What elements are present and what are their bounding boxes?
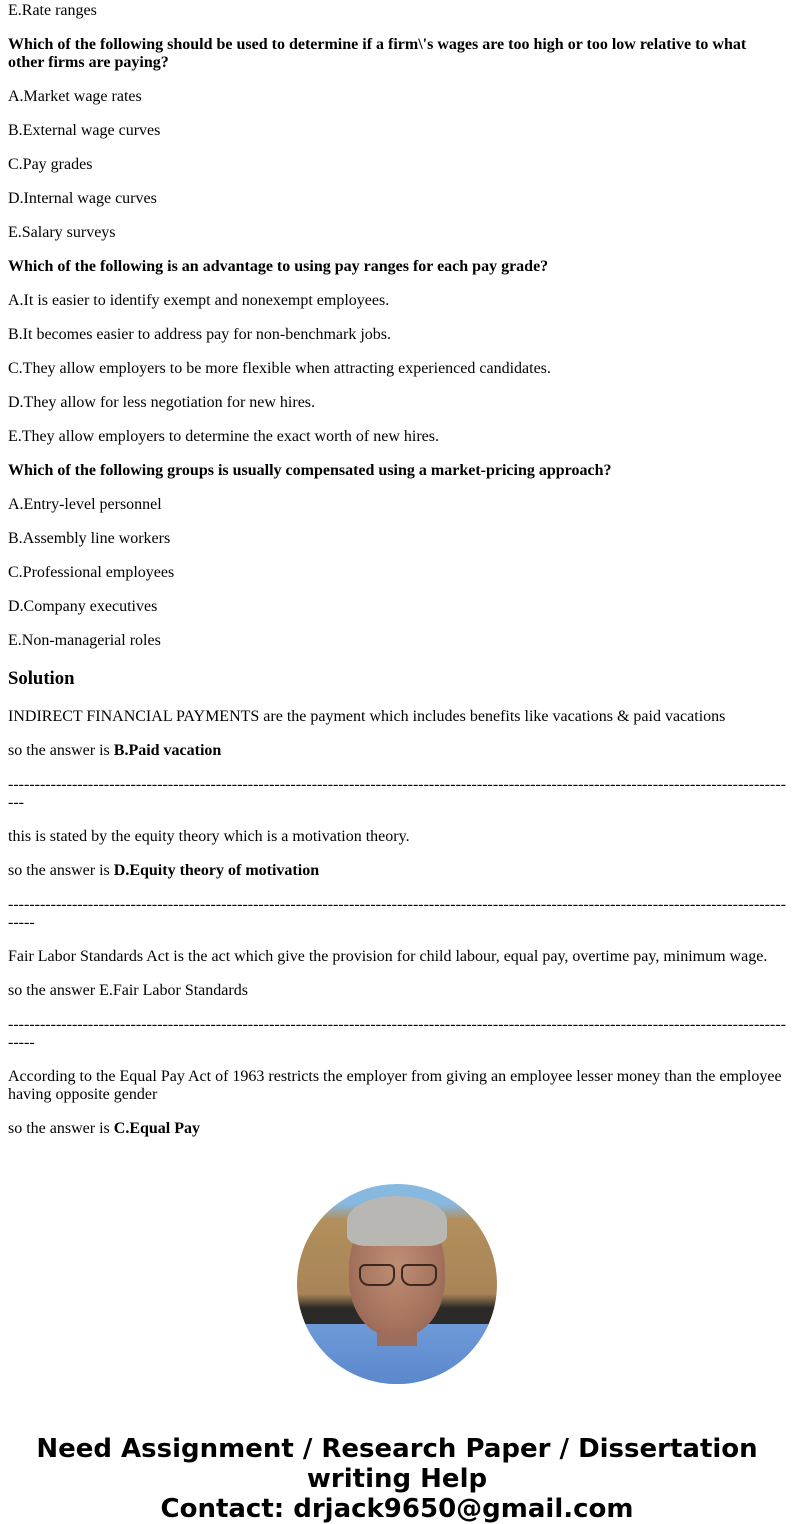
lens-right: [401, 1264, 437, 1286]
contact-email: Contact: drjack9650@gmail.com: [160, 1494, 634, 1524]
author-photo-container: [8, 1184, 786, 1384]
avatar-hair: [347, 1196, 447, 1246]
cut-option: E.Rate ranges: [8, 2, 97, 19]
lens-left: [359, 1264, 395, 1286]
question-text: Which of the following is an advantage to using pay ranges for each pay grade?: [8, 258, 549, 275]
answer-line: [8, 1120, 786, 1138]
option: B.It becomes easier to address pay for non-benchmark jobs.: [8, 326, 391, 343]
option: B.Assembly line workers: [8, 530, 171, 547]
question-2: [8, 258, 786, 446]
answer: C.Equal Pay: [113, 1120, 201, 1137]
answer: B.Paid vacation: [113, 742, 222, 759]
option: A.Market wage rates: [8, 88, 142, 105]
avatar-glasses-icon: [359, 1264, 437, 1284]
explanation: INDIRECT FINANCIAL PAYMENTS are the payment which includes benefits like vacations & paid vacations: [8, 708, 726, 725]
divider: -------------------------------------------------------------------------------------------------------------------------------------------------------: [8, 1016, 786, 1051]
divider: -------------------------------------------------------------------------------------------------------------------------------------------------------: [8, 896, 786, 931]
option: D.Company executives: [8, 598, 158, 615]
option: D.Internal wage curves: [8, 190, 157, 207]
help-text: Need Assignment / Research Paper / Dissertation writing Help: [36, 1434, 758, 1494]
author-avatar: [297, 1184, 497, 1384]
contact-banner: [8, 1434, 786, 1524]
option: E.They allow employers to determine the exact worth of new hires.: [8, 428, 439, 445]
option: A.Entry-level personnel: [8, 496, 162, 513]
answer-prefix: so the answer E.Fair Labor Standards: [8, 982, 248, 999]
option: C.Professional employees: [8, 564, 175, 581]
answer-prefix: so the answer is: [8, 862, 114, 879]
option: C.They allow employers to be more flexible when attracting experienced candidates.: [8, 360, 551, 377]
answer-line: [8, 742, 786, 760]
solution-block-3: [8, 948, 786, 1052]
explanation: this is stated by the equity theory which is a motivation theory.: [8, 828, 410, 845]
answer: D.Equity theory of motivation: [113, 862, 320, 879]
document-content: [8, 0, 786, 1524]
option: C.Pay grades: [8, 156, 93, 173]
option: E.Salary surveys: [8, 224, 116, 241]
answer-prefix: so the answer is: [8, 1120, 114, 1137]
question-text: Which of the following should be used to determine if a firm\'s wages are too high or too low relative to what other firms are paying?: [8, 36, 747, 71]
solution-block-4: [8, 1068, 786, 1138]
option: D.They allow for less negotiation for new hires.: [8, 394, 316, 411]
answer-line: [8, 982, 786, 1000]
solution-block-2: [8, 828, 786, 932]
question-1: [8, 36, 786, 242]
explanation: According to the Equal Pay Act of 1963 restricts the employer from giving an employee lesser money than the employee having opposite gender: [8, 1068, 782, 1103]
answer-line: [8, 862, 786, 880]
question-text: Which of the following groups is usually compensated using a market-pricing approach?: [8, 462, 612, 479]
solution-block-1: [8, 708, 786, 812]
question-3: [8, 462, 786, 650]
divider: -----------------------------------------------------------------------------------------------------------------------------------------------------: [8, 776, 786, 811]
explanation: Fair Labor Standards Act is the act which give the provision for child labour, equal pay, overtime pay, minimum wage.: [8, 948, 768, 965]
solution-heading: Solution: [8, 668, 75, 689]
answer-prefix: so the answer is: [8, 742, 114, 759]
option: B.External wage curves: [8, 122, 161, 139]
option: E.Non-managerial roles: [8, 632, 161, 649]
option: A.It is easier to identify exempt and nonexempt employees.: [8, 292, 390, 309]
